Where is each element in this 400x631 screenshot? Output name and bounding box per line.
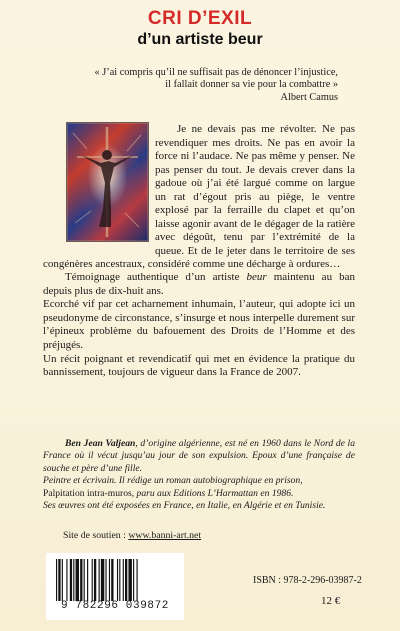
barcode-bars bbox=[56, 559, 174, 601]
author-bio bbox=[43, 438, 355, 512]
autobiography-title: Palpitation intra-muros bbox=[43, 487, 132, 499]
bio-line-4: Ses œuvres ont été exposées en France, en Italie, en Algérie et en Tunisie. bbox=[43, 500, 326, 512]
book-title: CRI D’EXIL bbox=[147, 8, 253, 29]
barcode-digits: 9 782296 039872 bbox=[60, 600, 170, 612]
support-url-link[interactable]: www.banni-art.net bbox=[128, 530, 202, 541]
quote-line-2: il fallait donner sa vie pour la combattre » bbox=[165, 79, 338, 91]
description-paragraph-2: Ecorché vif par cet acharnement inhumain, l’auteur, qui adopte ici un pseudonyme de circonstance, s’insurge et nous interpelle durement sur l’épineux problème du bafouement des Droits de l’Homme et des préjugés. bbox=[43, 298, 355, 351]
author-name: Ben Jean Valjean bbox=[65, 438, 136, 449]
excerpt-text: Je ne devais pas me révolter. Ne pas revendiquer mes droits. Ne pas en avoir la force ni l’audace. Ne pas même y penser. Ne pas penser du tout. Je devais crever dans la gadoue où j’ai été largué comme on largue un rat d’égout pris au piège, le ventre explosé par la ferraille du clapet et qu’on laisse agonir avant de le dégager de la ratière avec dégoût, tenu par l’extrémité de la queue. Et de le jeter dans le territoire de ses congénères ancestraux, considéré comme une décharge à ordures… bbox=[43, 123, 355, 271]
excerpt-paragraph bbox=[43, 123, 355, 272]
isbn-barcode bbox=[46, 553, 184, 620]
description-paragraph-3: Un récit poignant et revendicatif qui met en évidence la pratique du bannissement, toujours de vigueur dans la France de 2007. bbox=[43, 352, 355, 379]
bio-paragraph-3 bbox=[43, 488, 355, 500]
description-text-1a: Témoignage authentique d’un artiste bbox=[65, 271, 247, 283]
support-site bbox=[63, 530, 201, 541]
epigraph-quote bbox=[38, 67, 338, 104]
description-paragraph-1 bbox=[43, 271, 355, 298]
quote-line-1: « J’ai compris qu’il ne suffisait pas de dénoncer l’injustice, bbox=[94, 67, 338, 78]
quote-author: Albert Camus bbox=[280, 91, 338, 103]
support-label: Site de soutien : bbox=[63, 530, 129, 541]
bio-paragraph-1 bbox=[43, 438, 355, 475]
bio-text-1: , d’origine algérienne, est né en 1960 dans le Nord de la France où il vécut jusqu’au jour de son expulsion. Epoux d’une française de souche et père d’une fille. bbox=[43, 438, 355, 474]
description-text-1b: beur bbox=[246, 271, 267, 283]
book-subtitle: d’un artiste beur bbox=[137, 31, 263, 48]
price: 12 € bbox=[321, 595, 341, 607]
bio-text-3: , paru aux Editions L’Harmattan en 1986. bbox=[131, 487, 294, 499]
description-text-1c: maintenu au ban depuis plus de dix-huit ans. bbox=[43, 271, 355, 297]
bio-line-2: Peintre et écrivain. Il rédige un roman autobiographique en prison, bbox=[43, 475, 303, 487]
isbn-number: ISBN : 978-2-296-03987-2 bbox=[253, 575, 362, 586]
description-block bbox=[43, 271, 355, 380]
